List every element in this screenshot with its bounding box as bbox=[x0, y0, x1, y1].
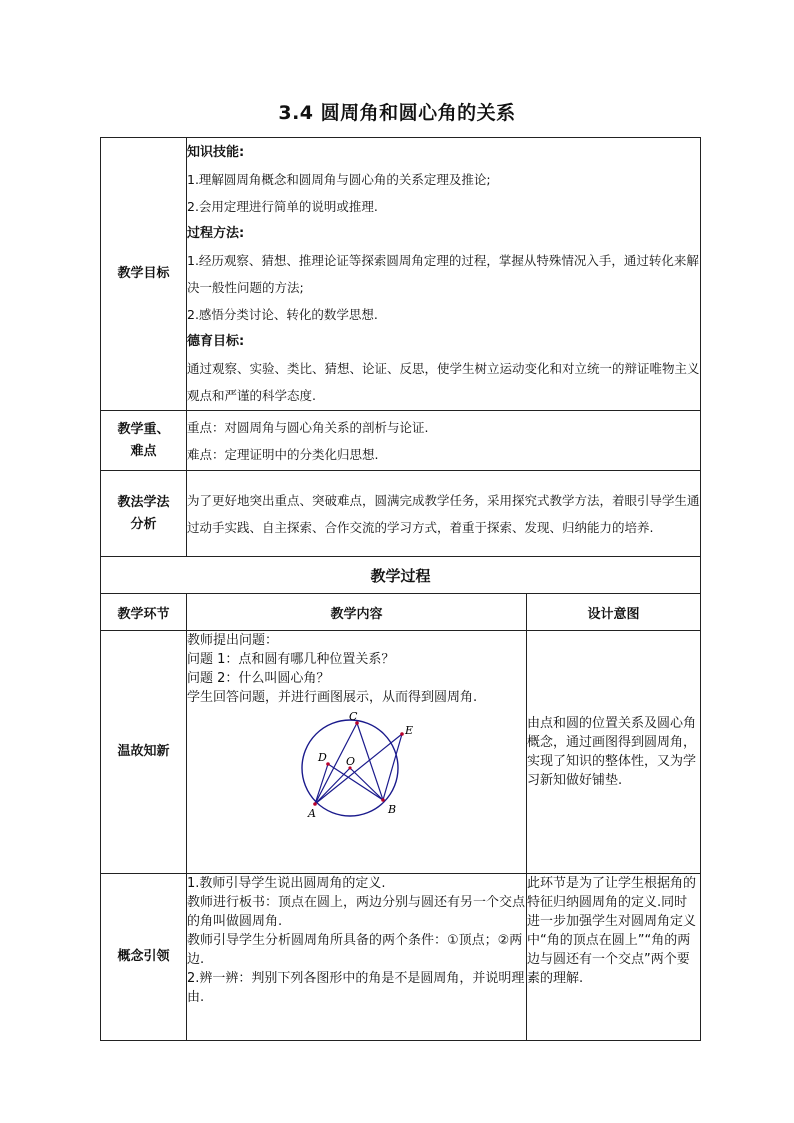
review-stage: 温故知新 bbox=[101, 631, 187, 874]
process-item-2: 2.感悟分类讨论、转化的数学思想. bbox=[187, 307, 378, 322]
col-intent-header: 设计意图 bbox=[527, 594, 701, 631]
methods-label-line-1: 教法学法 bbox=[117, 494, 170, 510]
objectives-cell bbox=[187, 138, 701, 411]
inscribed-angle-figure bbox=[299, 711, 419, 829]
concept-content bbox=[187, 874, 527, 1041]
key-points-cell bbox=[187, 411, 701, 471]
segment-cb bbox=[357, 723, 383, 800]
concept-line-3: 教师引导学生分析圆周角所具备的两个条件：①顶点；②两边. bbox=[187, 933, 523, 967]
process-title-row bbox=[101, 557, 701, 594]
knowledge-item-1: 1.理解圆周角概念和圆周角与圆心角的关系定理及推论; bbox=[187, 172, 491, 187]
col-stage-header: 教学环节 bbox=[101, 594, 187, 631]
col-content-header: 教学内容 bbox=[187, 594, 527, 631]
process-header-row bbox=[101, 594, 701, 631]
label-d: D bbox=[318, 751, 327, 764]
concept-row bbox=[101, 874, 701, 1041]
methods-label-line-2: 分析 bbox=[130, 516, 157, 532]
concept-line-4: 2.辨一辨：判别下列各图形中的角是不是圆周角，并说明理由. bbox=[187, 971, 525, 1005]
concept-intent: 此环节是为了让学生根据角的特征归纳圆周角的定义.同时进一步加强学生对圆周角定义中“角的顶点在圆上”“角的两边与圆还有一个交点”两个要素的理解. bbox=[527, 874, 701, 1041]
concept-line-2: 教师进行板书：顶点在圆上，两边分别与圆还有另一个交点的角叫做圆周角. bbox=[187, 895, 526, 929]
methods-label bbox=[101, 471, 187, 557]
label-o: O bbox=[346, 755, 356, 768]
objectives-row bbox=[101, 138, 701, 411]
point-a bbox=[313, 802, 317, 806]
review-line-4: 学生回答问题，并进行画图展示，从而得到圆周角. bbox=[187, 690, 478, 705]
key-point: 重点：对圆周角与圆心角关系的剖析与论证. bbox=[187, 419, 429, 435]
review-row bbox=[101, 631, 701, 874]
point-b bbox=[381, 798, 385, 802]
knowledge-heading: 知识技能: bbox=[187, 145, 245, 160]
label-a: A bbox=[308, 807, 316, 820]
methods-row bbox=[101, 471, 701, 557]
label-b: B bbox=[388, 803, 397, 816]
label-c: C bbox=[349, 711, 358, 723]
objectives-label: 教学目标 bbox=[101, 138, 187, 411]
review-intent: 由点和圆的位置关系及圆心角概念，通过画图得到圆周角，实现了知识的整体性，又为学习新知做好铺垫. bbox=[527, 631, 701, 874]
lesson-plan-table bbox=[100, 137, 701, 1041]
process-item-1: 1.经历观察、猜想、推理论证等探索圆周角定理的过程，掌握从特殊情况入手，通过转化来解决一般性问题的方法; bbox=[187, 253, 699, 295]
review-line-2: 问题 1：点和圆有哪几种位置关系？ bbox=[187, 652, 395, 667]
review-line-3: 问题 2：什么叫圆心角？ bbox=[187, 671, 330, 686]
moral-heading: 德育目标: bbox=[187, 334, 245, 349]
key-points-row bbox=[101, 411, 701, 471]
difficulty-point: 难点：定理证明中的分类化归思想. bbox=[187, 446, 379, 462]
methods-text: 为了更好地突出重点、突破难点，圆满完成教学任务，采用探究式教学方法，着眼引导学生通过动手实践、自主探索、合作交流的学习方式，着重于探索、发现、归纳能力的培养. bbox=[187, 492, 700, 535]
methods-cell bbox=[187, 471, 701, 557]
key-points-label-line-1: 教学重、 bbox=[117, 421, 170, 437]
key-points-label-line-2: 难点 bbox=[130, 443, 157, 459]
segment-ae bbox=[315, 734, 402, 804]
moral-item-1: 通过观察、实验、类比、猜想、论证、反思，使学生树立运动变化和对立统一的辩证唯物主义观点和严谨的科学态度. bbox=[187, 361, 700, 403]
process-title: 教学过程 bbox=[101, 557, 701, 594]
knowledge-item-2: 2.会用定理进行简单的说明或推理. bbox=[187, 199, 378, 214]
process-heading: 过程方法: bbox=[187, 226, 245, 241]
key-points-label bbox=[101, 411, 187, 471]
label-e: E bbox=[405, 724, 414, 737]
page-title: 3.4 圆周角和圆心角的关系 bbox=[278, 102, 516, 124]
review-line-1: 教师提出问题： bbox=[187, 633, 279, 648]
concept-line-1: 1.教师引导学生说出圆周角的定义. bbox=[187, 876, 386, 891]
review-content bbox=[187, 631, 527, 874]
concept-stage: 概念引领 bbox=[101, 874, 187, 1041]
point-e bbox=[400, 732, 404, 736]
